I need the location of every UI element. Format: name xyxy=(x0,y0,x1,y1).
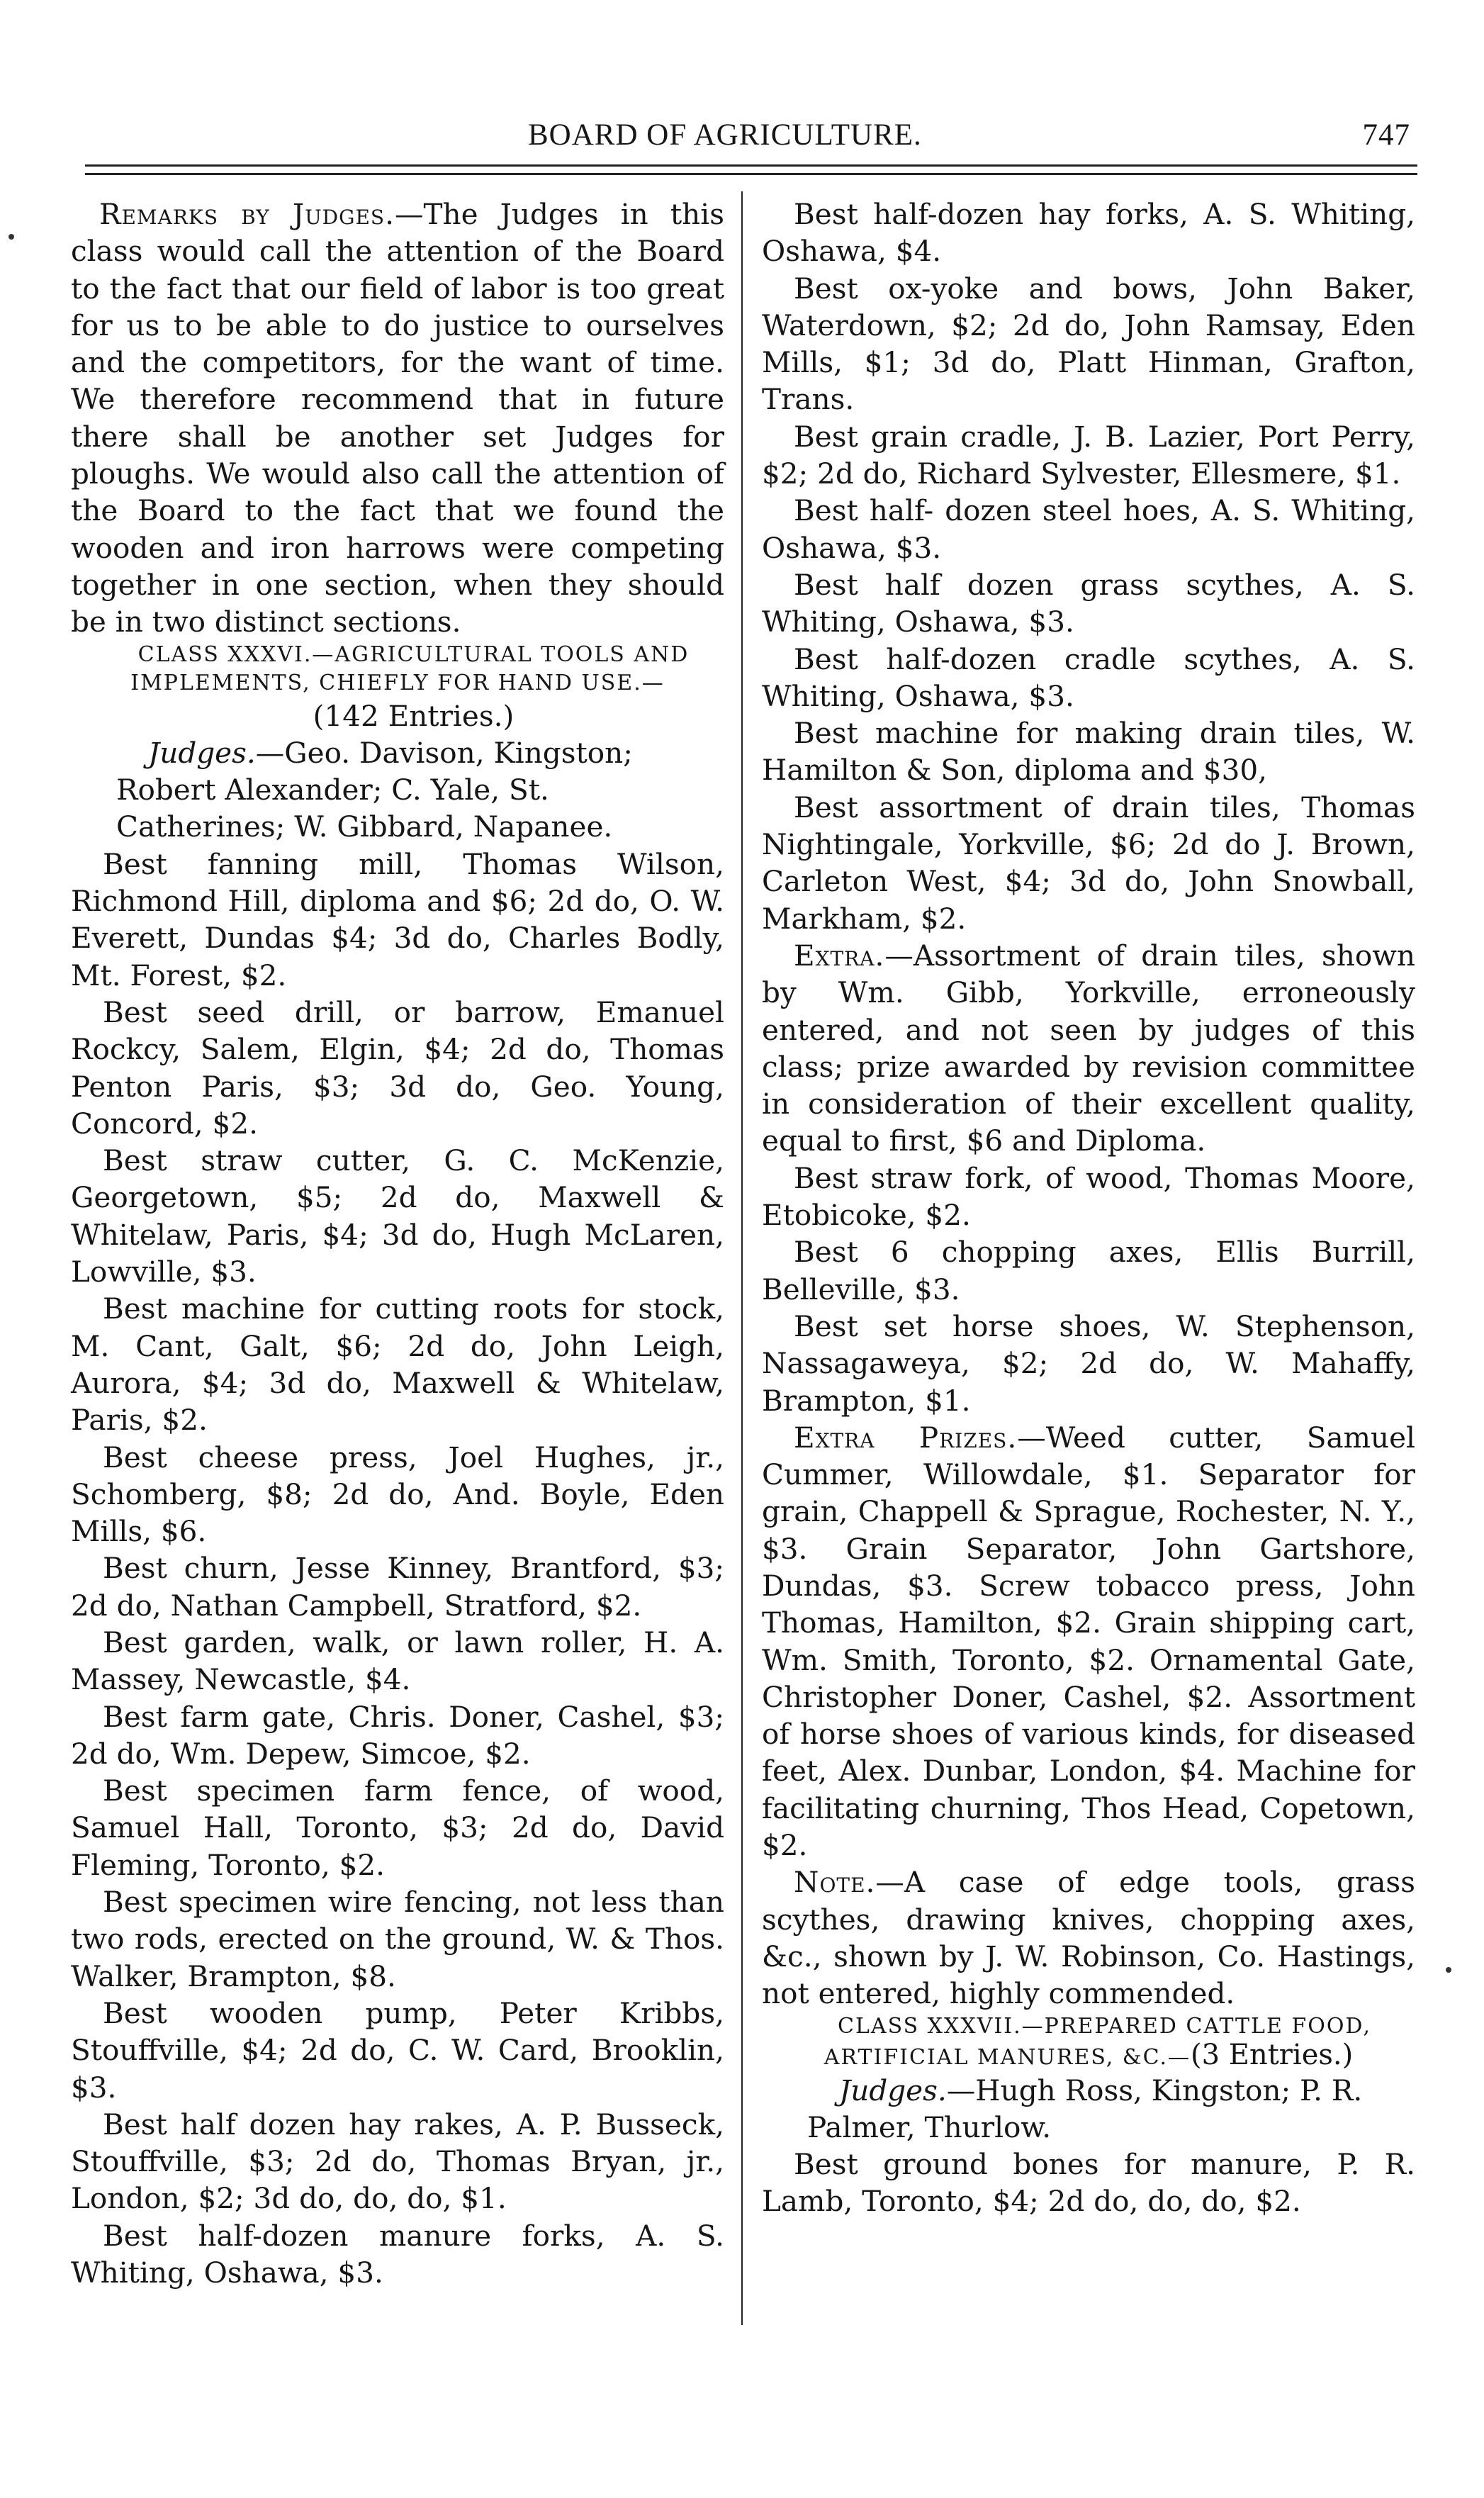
award-item: Best wooden pump, Peter Kribbs, Stouffville, $4; 2d do, C. W. Card, Brooklin, $3. xyxy=(71,1995,724,2105)
extra-note xyxy=(762,937,1415,1160)
right-column xyxy=(762,196,1415,2220)
award-item: Best seed drill, or barrow, Emanuel Rockcy, Salem, Elgin, $4; 2d do, Thomas Penton Paris, $3; 3d do, Geo. Young, Concord, $2. xyxy=(71,995,724,1141)
extra-prizes xyxy=(762,1419,1415,1864)
running-title: BOARD OF AGRICULTURE. xyxy=(528,118,922,152)
award-item: Best 6 chopping axes, Ellis Burrill, Belleville, $3. xyxy=(762,1235,1415,1306)
award-item: Best straw cutter, G. C. McKenzie, Georgetown, $5; 2d do, Maxwell & Whitelaw, Paris, $4; 3d do, Hugh McLaren, Lowville, $3. xyxy=(71,1143,724,1289)
award-item: Best half-dozen cradle scythes, A. S. Whiting, Oshawa, $3. xyxy=(762,642,1415,713)
award-item: Best ground bones for manure, P. R. Lamb, Toronto, $4; 2d do, do, do, $2. xyxy=(762,2147,1415,2219)
judges-names: —Hugh Ross, Kingston; P. R. Palmer, Thurlow. xyxy=(807,2073,1363,2144)
award-item: Best fanning mill, Thomas Wilson, Richmond Hill, diploma and $6; 2d do, O. W. Everett, Dundas $4; 3d do, Charles Bodly, Mt. Forest, $2. xyxy=(71,846,724,992)
extra-prizes-lead: Extra Prizes. xyxy=(794,1420,1018,1455)
header-rule-bottom xyxy=(85,173,1417,175)
note xyxy=(762,1864,1415,2012)
judges-label: Judges. xyxy=(148,735,256,770)
award-item: Best machine for making drain tiles, W. Hamilton & Son, diploma and $30, xyxy=(762,716,1415,788)
extra-prizes-text: —Weed cutter, Samuel Cummer, Willowdale, $1. Separator for grain, Chappell & Sprague, Rochester, N. Y., $3. Grain Separator, John Gartshore, Dundas, $3. Screw tobacco press, John Thomas, Hamilton, $2. Grain shipping cart, Wm. Smith, Toronto, $2. Ornamental Gate, Christopher Doner, Cashel, $2. Assortment of horse shoes of various kinds, for diseased feet, Alex. Dunbar, London, $4. Machine for facilitating churning, Thos Head, Copetown, $2. xyxy=(762,1420,1415,1863)
award-item: Best churn, Jesse Kinney, Brantford, $3; 2d do, Nathan Campbell, Stratford, $2. xyxy=(71,1551,724,1623)
judges-line xyxy=(762,2072,1415,2146)
award-item: Best half dozen grass scythes, A. S. Whiting, Oshawa, $3. xyxy=(762,567,1415,639)
award-item: Best half-dozen hay forks, A. S. Whiting, Oshawa, $4. xyxy=(762,197,1415,269)
award-item: Best specimen farm fence, of wood, Samuel Hall, Toronto, $3; 2d do, David Fleming, Toronto, $2. xyxy=(71,1774,724,1882)
award-item: Best half dozen hay rakes, A. P. Busseck, Stouffville, $3; 2d do, Thomas Bryan, jr., London, $2; 3d do, do, do, $1. xyxy=(71,2107,724,2216)
extra-lead: Extra. xyxy=(794,938,885,973)
class-heading: CLASS XXXVI.—AGRICULTURAL TOOLS AND IMPLEMENTS, CHIEFLY FOR HAND USE.— xyxy=(130,642,690,695)
margin-dot xyxy=(9,234,14,240)
column-divider xyxy=(741,191,743,2325)
header-rule-top xyxy=(85,164,1417,167)
extra-text: —Assortment of drain tiles, shown by Wm. Gibb, Yorkville, erroneously entered, and not seen by judges of this class; prize awarded by revision committee in consideration of their excellent quality, equal to first, $6 and Diploma. xyxy=(762,938,1415,1158)
judges-remarks xyxy=(71,196,724,641)
award-item: Best half- dozen steel hoes, A. S. Whiting, Oshawa, $3. xyxy=(762,493,1415,565)
judges-names: —Geo. Davison, Kingston; Robert Alexander; C. Yale, St. Catherines; W. Gibbard, Napanee. xyxy=(116,735,633,844)
award-item: Best machine for cutting roots for stock, M. Cant, Galt, $6; 2d do, John Leigh, Aurora, $4; 3d do, Maxwell & Whitelaw, Paris, $2. xyxy=(71,1292,724,1438)
award-item: Best specimen wire fencing, not less than two rods, erected on the ground, W. & Thos. Walker, Brampton, $8. xyxy=(71,1885,724,1993)
class-heading xyxy=(762,2012,1415,2072)
judges-label: Judges. xyxy=(839,2073,947,2107)
award-item: Best farm gate, Chris. Doner, Cashel, $3; 2d do, Wm. Depew, Simcoe, $2. xyxy=(71,1699,724,1771)
page-number: 747 xyxy=(1362,118,1410,152)
remarks-lead: Remarks by Judges. xyxy=(99,197,395,231)
award-item: Best assortment of drain tiles, Thomas Nightingale, Yorkville, $6; 2d do J. Brown, Carleton West, $4; 3d do, John Snowball, Markham, $2. xyxy=(762,790,1415,936)
note-lead: Note. xyxy=(794,1865,876,1900)
award-item: Best half-dozen manure forks, A. S. Whiting, Oshawa, $3. xyxy=(71,2218,724,2290)
class-entries: (142 Entries.) xyxy=(313,698,515,733)
award-item: Best straw fork, of wood, Thomas Moore, Etobicoke, $2. xyxy=(762,1160,1415,1233)
note-text: —A case of edge tools, grass scythes, drawing knives, chopping axes, &c., shown by J. W. Robinson, Co. Hastings, not entered, highly commended. xyxy=(762,1865,1415,2011)
left-column xyxy=(71,196,724,2291)
remarks-text: —The Judges in this class would call the attention of the Board to the fact that our field of labor is too great for us to be able to do justice to ourselves and the competitors, for the want of time. We therefore recommend that in future there shall be another set Judges for ploughs. We would also call the attention of the Board to the fact that we found the wooden and iron harrows were competing together in one section, when they should be in two distinct sections. xyxy=(71,197,724,639)
class-entries: (3 Entries.) xyxy=(1191,2038,1354,2071)
judges-line xyxy=(71,734,724,846)
award-item: Best set horse shoes, W. Stephenson, Nassagaweya, $2; 2d do, W. Mahaffy, Brampton, $1. xyxy=(762,1309,1415,1418)
award-item: Best cheese press, Joel Hughes, jr., Schomberg, $8; 2d do, And. Boyle, Eden Mills, $6. xyxy=(71,1440,724,1549)
award-item: Best garden, walk, or lawn roller, H. A. Massey, Newcastle, $4. xyxy=(71,1625,724,1697)
award-item: Best grain cradle, J. B. Lazier, Port Perry, $2; 2d do, Richard Sylvester, Ellesmere, $1. xyxy=(762,419,1415,491)
page-header xyxy=(85,113,1417,156)
award-item: Best ox-yoke and bows, John Baker, Waterdown, $2; 2d do, John Ramsay, Eden Mills, $1; 3d do, Platt Hinman, Grafton, Trans. xyxy=(762,271,1415,417)
class-heading-text: CLASS XXXVII.—PREPARED CATTLE FOOD, ARTIFICIAL MANURES, &C.— xyxy=(823,2013,1371,2070)
margin-dot xyxy=(1446,1967,1451,1973)
